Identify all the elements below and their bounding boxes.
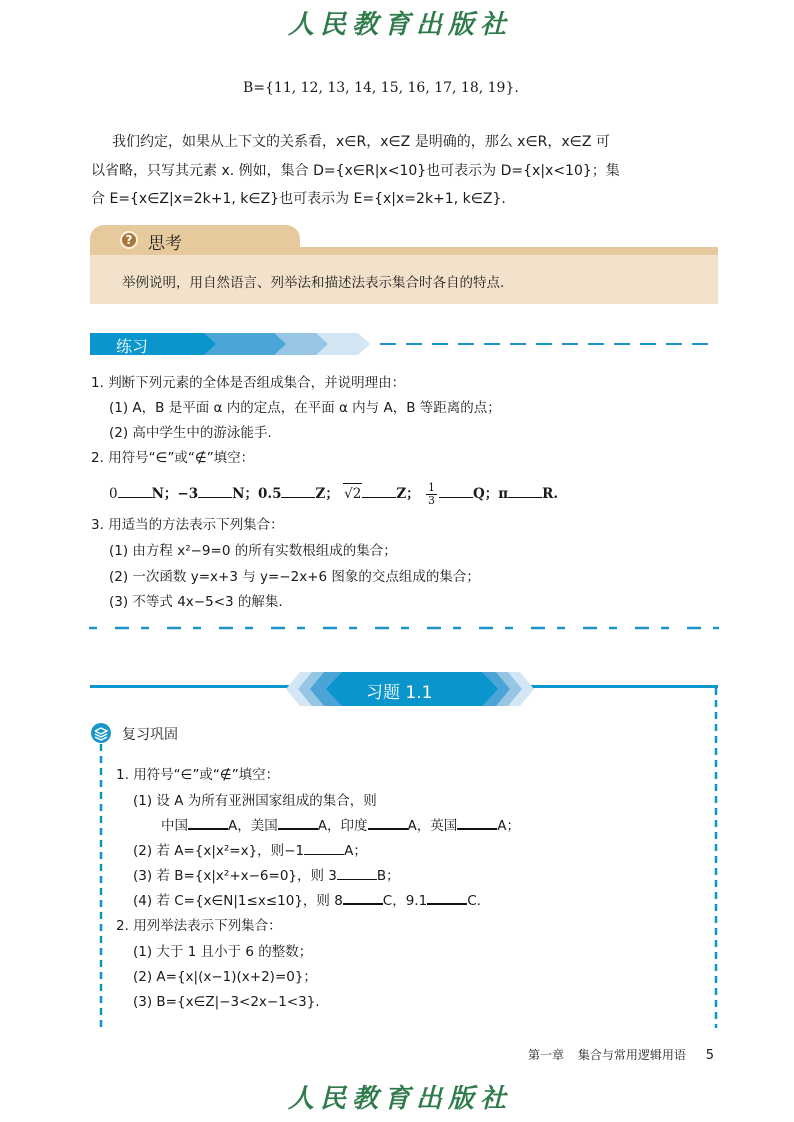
- exercise-q1-sub1-fill: [161, 816, 520, 836]
- fill-term: A，美国: [228, 818, 278, 834]
- think-box-title: 思考: [148, 234, 182, 254]
- fill-term: A，印度: [317, 818, 368, 834]
- practice-q1-sub2: [109, 423, 272, 443]
- practice-header: [90, 333, 718, 355]
- running-footer: [528, 1046, 714, 1063]
- item-number: (1): [133, 793, 153, 809]
- fill-term: Z；: [396, 486, 420, 502]
- exercise-q2-sub2: [133, 967, 317, 987]
- item-text: B；: [376, 868, 400, 884]
- item-text: B={x∈Z|−3<2x−1<3}.: [156, 994, 320, 1010]
- answer-blank[interactable]: [198, 484, 232, 498]
- answer-blank[interactable]: [118, 484, 152, 498]
- item-number: (1): [109, 543, 129, 559]
- practice-q2: [91, 448, 254, 468]
- exercise-frame-right: [713, 688, 719, 1028]
- item-number: 1.: [116, 767, 129, 783]
- fill-term: 0: [109, 486, 118, 502]
- exercise-q1: [116, 765, 279, 785]
- section-review-title: 复习巩固: [122, 727, 178, 743]
- fill-term: A；: [497, 818, 520, 834]
- publisher-logo-bottom: 人民教育出版社: [288, 1084, 513, 1114]
- answer-blank[interactable]: [508, 484, 542, 498]
- exercise-q1-sub3: [133, 866, 400, 886]
- exercise-q1-sub2: [133, 841, 367, 861]
- fill-term: R.: [542, 486, 559, 502]
- item-number: (1): [109, 400, 129, 416]
- set-b-definition: B={11, 12, 13, 14, 15, 16, 17, 18, 19}.: [243, 80, 519, 96]
- item-number: 3.: [91, 517, 104, 533]
- item-number: 1.: [91, 375, 104, 391]
- item-number: 2.: [116, 918, 129, 934]
- item-text: C.: [467, 893, 481, 909]
- exercise-title: 习题 1.1: [366, 683, 433, 703]
- intro-paragraph-line-3: 合 E={x∈Z|x=2k+1, k∈Z}也可表示为 E={x|x=2k+1, k∈Z}.: [91, 191, 506, 207]
- practice-q3: [91, 515, 284, 535]
- practice-q3-sub2: [109, 567, 480, 587]
- answer-blank[interactable]: [337, 866, 377, 880]
- think-box-band: [90, 247, 718, 255]
- question-icon: ?: [120, 231, 138, 249]
- item-number: (4): [133, 893, 153, 909]
- item-number: (2): [133, 843, 153, 859]
- item-number: (3): [133, 994, 153, 1010]
- item-text: 用符号“∈”或“∉”填空：: [108, 450, 255, 466]
- item-number: (2): [133, 969, 153, 985]
- fill-term: 中国: [161, 818, 188, 834]
- exercise-header: [90, 672, 718, 706]
- item-text: 若 C={x∈N|1≤x≤10}，则 8: [156, 893, 343, 909]
- practice-divider-dashed: [89, 625, 719, 631]
- item-text: A，B 是平面 α 内的定点，在平面 α 内与 A，B 等距离的点；: [132, 400, 501, 416]
- answer-blank[interactable]: [343, 891, 383, 905]
- practice-header-banner: [90, 333, 718, 355]
- fill-term: N；0.5: [232, 486, 282, 502]
- item-text: 设 A 为所有亚洲国家组成的集合，则: [156, 793, 377, 809]
- chapter-label: 第一章: [528, 1048, 565, 1062]
- intro-paragraph-line-1: 我们约定，如果从上下文的关系看，x∈R，x∈Z 是明确的，那么 x∈R，x∈Z 可: [112, 134, 610, 150]
- intro-paragraph-line-2: 以省略，只写其元素 x. 例如，集合 D={x∈R|x<10}也可表示为 D={x|x<10}；集: [91, 163, 620, 179]
- practice-q3-sub3: [109, 592, 283, 612]
- practice-q1: [91, 373, 405, 393]
- chapter-title: 集合与常用逻辑用语: [577, 1048, 686, 1062]
- item-number: (3): [109, 594, 129, 610]
- item-number: (2): [109, 425, 129, 441]
- exercise-q2-sub1: [133, 942, 312, 962]
- item-number: 2.: [91, 450, 104, 466]
- item-text: 判断下列元素的全体是否组成集合，并说明理由：: [108, 375, 406, 391]
- think-box-text: 举例说明，用自然语言、列举法和描述法表示集合时各自的特点.: [122, 275, 505, 291]
- page-number: 5: [705, 1048, 714, 1063]
- exercise-q1-sub1: [133, 791, 377, 811]
- fill-term: A，英国: [407, 818, 458, 834]
- practice-q3-sub1: [109, 541, 397, 561]
- fill-term: Q；π: [472, 486, 509, 502]
- answer-blank[interactable]: [457, 816, 497, 830]
- exercise-q1-sub4: [133, 891, 481, 911]
- item-text: 若 B={x|x²+x−6=0}，则 3: [156, 868, 337, 884]
- practice-q2-fill-row: [109, 482, 558, 507]
- publisher-logo-top: 人民教育出版社: [288, 10, 513, 40]
- fill-term: N；−3: [151, 486, 199, 502]
- item-text: C，9.1: [382, 893, 428, 909]
- answer-blank[interactable]: [362, 484, 396, 498]
- item-text: 用适当的方法表示下列集合：: [108, 517, 284, 533]
- item-text: 若 A={x|x²=x}，则−1: [156, 843, 305, 859]
- think-box: [90, 225, 718, 304]
- fill-term: Z；: [315, 486, 339, 502]
- practice-q1-sub1: [109, 398, 501, 418]
- answer-blank[interactable]: [368, 816, 408, 830]
- item-text: A={x|(x−1)(x+2)=0}；: [156, 969, 317, 985]
- fraction-one-third: $\frac{1}{3}$: [427, 481, 435, 507]
- item-text: 用列举法表示下列集合：: [133, 918, 282, 934]
- item-text: 一次函数 y=x+3 与 y=−2x+6 图象的交点组成的集合；: [132, 569, 480, 585]
- item-text: 用符号“∈”或“∉”填空：: [133, 767, 280, 783]
- answer-blank[interactable]: [304, 841, 344, 855]
- exercise-q2: [116, 916, 282, 936]
- answer-blank[interactable]: [427, 891, 467, 905]
- layers-icon: [91, 723, 111, 743]
- item-number: (1): [133, 944, 153, 960]
- item-text: 不等式 4x−5<3 的解集.: [132, 594, 283, 610]
- answer-blank[interactable]: [439, 484, 473, 498]
- item-number: (3): [133, 868, 153, 884]
- exercise-q2-sub3: [133, 992, 320, 1012]
- answer-blank[interactable]: [281, 484, 315, 498]
- answer-blank[interactable]: [188, 816, 228, 830]
- item-text: 高中学生中的游泳能手.: [132, 425, 272, 441]
- item-text: 由方程 x²−9=0 的所有实数根组成的集合；: [132, 543, 397, 559]
- answer-blank[interactable]: [278, 816, 318, 830]
- item-text: A；: [344, 843, 367, 859]
- practice-title: 练习: [116, 337, 149, 356]
- exercise-frame-left: [98, 744, 104, 1029]
- item-text: 大于 1 且小于 6 的整数；: [156, 944, 313, 960]
- item-number: (2): [109, 569, 129, 585]
- sqrt-two: √2: [343, 483, 362, 504]
